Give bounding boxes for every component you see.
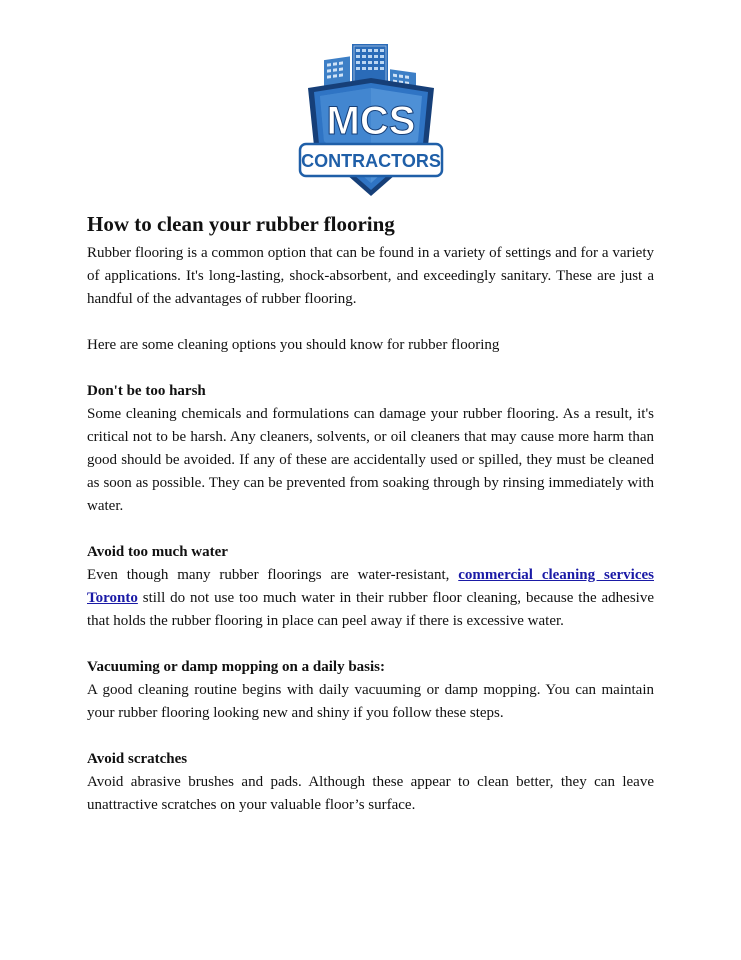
lead-paragraph: Here are some cleaning options you should know for rubber flooring: [87, 337, 500, 353]
section-body: [87, 564, 654, 633]
section-heading: Don't be too harsh: [87, 383, 206, 399]
section-body-start: Even though many rubber floorings are water-resistant,: [87, 567, 459, 583]
section-body: Avoid abrasive brushes and pads. Although these appear to clean better, they can leave unattractive scratches on your valuable floor’s surface.: [87, 774, 654, 813]
section-heading: Avoid too much water: [87, 544, 228, 560]
section-body: A good cleaning routine begins with daily vacuuming or damp mopping. You can maintain your rubber flooring looking new and shiny if you follow these steps.: [87, 682, 654, 721]
section-vacuuming: [87, 656, 654, 725]
section-avoid-scratches: [87, 748, 654, 817]
logo-subtitle-text: CONTRACTORS: [301, 151, 441, 171]
intro-paragraph: Rubber flooring is a common option that can be found in a variety of settings and for a variety of applications. It's long-lasting, shock-absorbent, and exceedingly sanitary. These are just a handful of the advantages of rubber flooring.: [87, 245, 654, 307]
commercial-cleaning-link[interactable]: commercial cleaning services Toronto: [87, 567, 654, 606]
section-heading: Avoid scratches: [87, 751, 188, 767]
logo-graphic: [296, 40, 446, 200]
article-title: How to clean your rubber flooring: [87, 212, 395, 236]
section-body: Some cleaning chemicals and formulations can damage your rubber flooring. As a result, it's critical not to be harsh. Any cleaners, solvents, or oil cleaners that may cause more harm than good should be avoided. If any of these are accidentally used or spilled, they must be cleaned as soon as possible. They can be prevented from soaking through by rinsing immediately with water.: [87, 406, 654, 514]
section-heading: Vacuuming or damp mopping on a daily basis:: [87, 659, 386, 675]
section-avoid-too-much-water: [87, 541, 654, 633]
section-dont-be-too-harsh: [87, 380, 654, 518]
mcs-contractors-logo: [296, 40, 446, 200]
section-body-end: still do not use too much water in their rubber floor cleaning, because the adhesive that holds the rubber flooring in place can peel away if there is excessive water.: [87, 590, 654, 629]
article: [87, 210, 654, 817]
logo-brand-text: MCS: [326, 99, 416, 143]
